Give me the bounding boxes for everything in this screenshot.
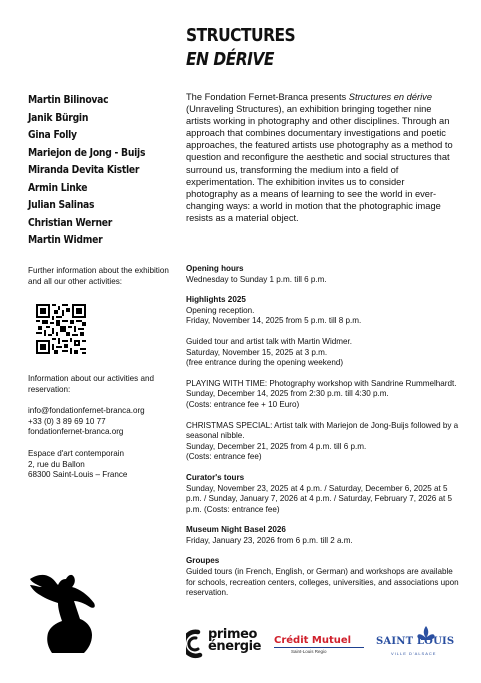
artist-name: Julian Salinas <box>28 199 95 211</box>
title-line-1: STRUCTURES <box>186 25 296 46</box>
venue-name: Espace d'art contemporain <box>28 449 125 458</box>
highlight-line: Friday, November 14, 2025 from 5 p.m. till 8 p.m. <box>186 316 362 326</box>
artist-name: Miranda Devita Kistler <box>28 164 140 176</box>
section-heading: Museum Night Basel 2026 <box>186 525 286 535</box>
section-heading: Highlights 2025 <box>186 295 246 305</box>
intro-title-italic: Structures en dérive <box>348 92 432 102</box>
artist-name: Mariejon de Jong - Buijs <box>28 146 146 159</box>
highlight-line: Sunday, December 21, 2025 from 4 p.m. till 6 p.m. <box>186 441 367 451</box>
address-city: 68300 Saint-Louis – France <box>28 470 128 480</box>
highlight-line: Opening reception. <box>186 305 255 315</box>
intro-lead: The Fondation Fernet-Branca presents <box>186 92 349 102</box>
credit-mutuel-wordmark <box>274 635 351 646</box>
exhibition-title <box>186 24 295 72</box>
primeo-line-1: primeo <box>208 627 258 642</box>
opening-hours-section <box>186 264 461 285</box>
contact-email[interactable]: info@fondationfernet-branca.org <box>28 406 145 415</box>
highlight-line: (Costs: entrance fee + 10 Euro) <box>186 399 300 409</box>
credit-mutuel-subtitle: Saint-Louis Regio <box>291 649 327 654</box>
groupes-section <box>186 556 461 598</box>
section-text: Friday, January 23, 2026 from 6 p.m. till 2 a.m. <box>186 535 353 545</box>
highlight-line: PLAYING WITH TIME: Photography workshop with Sandrine Rummelhardt. <box>186 378 457 388</box>
highlight-item <box>186 379 461 411</box>
artist-name: Martin Widmer <box>28 234 103 246</box>
highlight-line: Sunday, December 14, 2025 from 2:30 p.m. till 4:30 p.m. <box>186 389 389 399</box>
eagle-sculpture-logo <box>28 569 108 653</box>
section-text: Wednesday to Sunday 1 p.m. till 6 p.m. <box>186 274 327 284</box>
curators-tours-section <box>186 473 461 515</box>
further-info-text: Further information about the exhibition and all our other activities: <box>28 266 169 286</box>
contact-website[interactable]: fondationfernet-branca.org <box>28 427 124 437</box>
highlight-line: Guided tour and artist talk with Martin Widmer. <box>186 336 352 346</box>
address-street: 2, rue du Ballon <box>28 459 85 469</box>
section-heading: Curator's tours <box>186 472 245 482</box>
contact-phone[interactable]: +33 (0) 3 89 69 10 77 <box>28 416 106 426</box>
section-heading: Opening hours <box>186 264 244 273</box>
highlight-line: CHRISTMAS SPECIAL: Artist talk with Mariejon de Jong-Buijs followed by a seasonal nibble. <box>186 420 459 441</box>
highlight-line: (free entrance during the opening weekend) <box>186 358 344 368</box>
primeo-line-2: énergie <box>208 639 262 654</box>
credit-mutuel-text: Crédit Mutuel <box>274 635 352 646</box>
qr-code[interactable] <box>36 304 86 354</box>
intro-rest: (Unraveling Structures), an exhibition bringing together nine artists working in photography and other disciplines. Through an approach that combines documentary investigations and poetic approaches, the featured artists use photography as a method to question and reconfigure the aesthetic and social structures that surround us, transforming the medium into a field of experimentation. The exhibition invites us to consider photography as a means of learning to see the world in ever-changing ways: a world in motion that the photographic image resists as a material object. <box>186 104 453 223</box>
highlight-item <box>186 337 461 369</box>
section-text: Sunday, November 23, 2025 at 4 p.m. / Saturday, December 6, 2025 at 5 p.m. / Sunday, January 7, 2026 at 4 p.m. / Saturday, February 7, 2026 at 5 p.m. (Costs: entrance fee) <box>186 483 453 514</box>
saint-louis-wordmark: SAINT LOUIS <box>376 636 455 647</box>
contact-block <box>28 406 178 438</box>
address-block <box>28 449 178 481</box>
artist-name: Armin Linke <box>28 181 88 194</box>
artist-list <box>28 92 145 250</box>
events-column <box>186 264 461 609</box>
section-heading: Groupes <box>186 556 220 566</box>
artist-name: Janik Bürgin <box>28 111 89 124</box>
highlight-item <box>186 421 461 463</box>
activities-info-text: Information about our activities and reservation: <box>28 374 154 394</box>
intro-paragraph <box>186 91 456 224</box>
highlight-item <box>186 306 461 327</box>
highlight-line: Saturday, November 15, 2025 at 3 p.m. <box>186 347 328 357</box>
artist-name: Martin Bilinovac <box>28 94 109 106</box>
artist-name: Christian Werner <box>28 216 113 229</box>
saint-louis-subtitle: VILLE D'ALSACE <box>391 651 437 656</box>
title-line-2: EN DÉRIVE <box>186 49 274 70</box>
highlight-line: (Costs: entrance fee) <box>186 452 262 462</box>
artist-name: Gina Folly <box>28 129 77 141</box>
sponsor-logos <box>186 624 461 664</box>
section-text: Guided tours (in French, English, or German) and workshops are available for schools, recreation centers, colleges, universities, and associations upon reservation. <box>186 567 459 598</box>
museum-night-section <box>186 525 461 546</box>
credit-mutuel-divider <box>274 647 364 648</box>
primeo-energie-wordmark <box>208 629 261 653</box>
